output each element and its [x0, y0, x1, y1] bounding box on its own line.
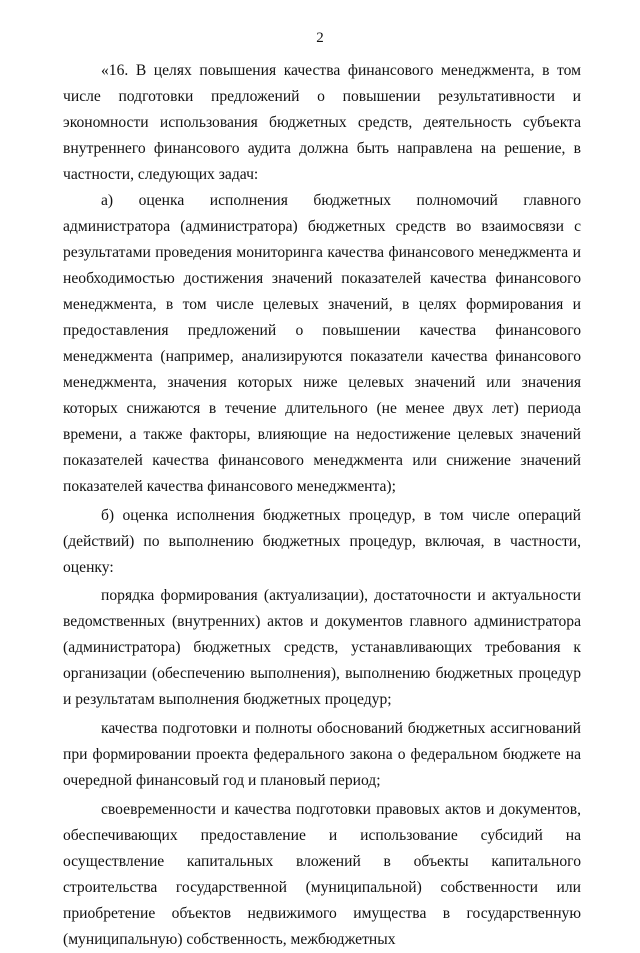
- paragraph-item-a: а) оценка исполнения бюджетных полномочий главного администратора (администратора) бюджетных средств во взаимосвязи с результатами проведения мониторинга качества финансового менеджмента и необходимостью достижения значений показателей качества финансового менеджмента, в том числе целевых значений, в целях формирования и предоставления предложений о повышении качества финансового менеджмента (например, анализируются показатели качества финансового менеджмента, значения которых ниже целевых значений или значения которых снижаются в течение длительного (не менее двух лет) периода времени, а также факторы, влияющие на недостижение целевых значений показателей качества финансового менеджмента или снижение значений показателей качества финансового менеджмента);: [63, 192, 581, 495]
- page-number: 2: [316, 30, 324, 46]
- paragraph-b-subsidies: своевременности и качества подготовки правовых актов и документов, обеспечивающих предоставление и использование субсидий на осуществление капитальных вложений в объекты капитального строительства государственной (муниципальной) собственности или приобретение объектов недвижимого имущества в государственную (муниципальную) собственность, межбюджетных: [63, 801, 581, 948]
- paragraph-item-b: б) оценка исполнения бюджетных процедур, в том числе операций (действий) по выполнению бюджетных процедур, включая, в частности, оценку:: [63, 507, 581, 576]
- document-body: [63, 58, 581, 953]
- paragraph-16-intro: «16. В целях повышения качества финансового менеджмента, в том числе подготовки предложений о повышении результативности и экономности использования бюджетных средств, деятельность субъекта внутреннего финансового аудита должна быть направлена на решение, в частности, следующих задач:: [63, 62, 581, 183]
- paragraph-b-budget-allocations: качества подготовки и полноты обоснований бюджетных ассигнований при формировании проекта федерального закона о федеральном бюджете на очередной финансовый год и плановый период;: [63, 720, 581, 789]
- paragraph-b-procedures: порядка формирования (актуализации), достаточности и актуальности ведомственных (внутренних) актов и документов главного администратора (администратора) бюджетных средств, устанавливающих требования к организации (обеспечению выполнения), выполнению бюджетных процедур и результатам выполнения бюджетных процедур;: [63, 587, 581, 708]
